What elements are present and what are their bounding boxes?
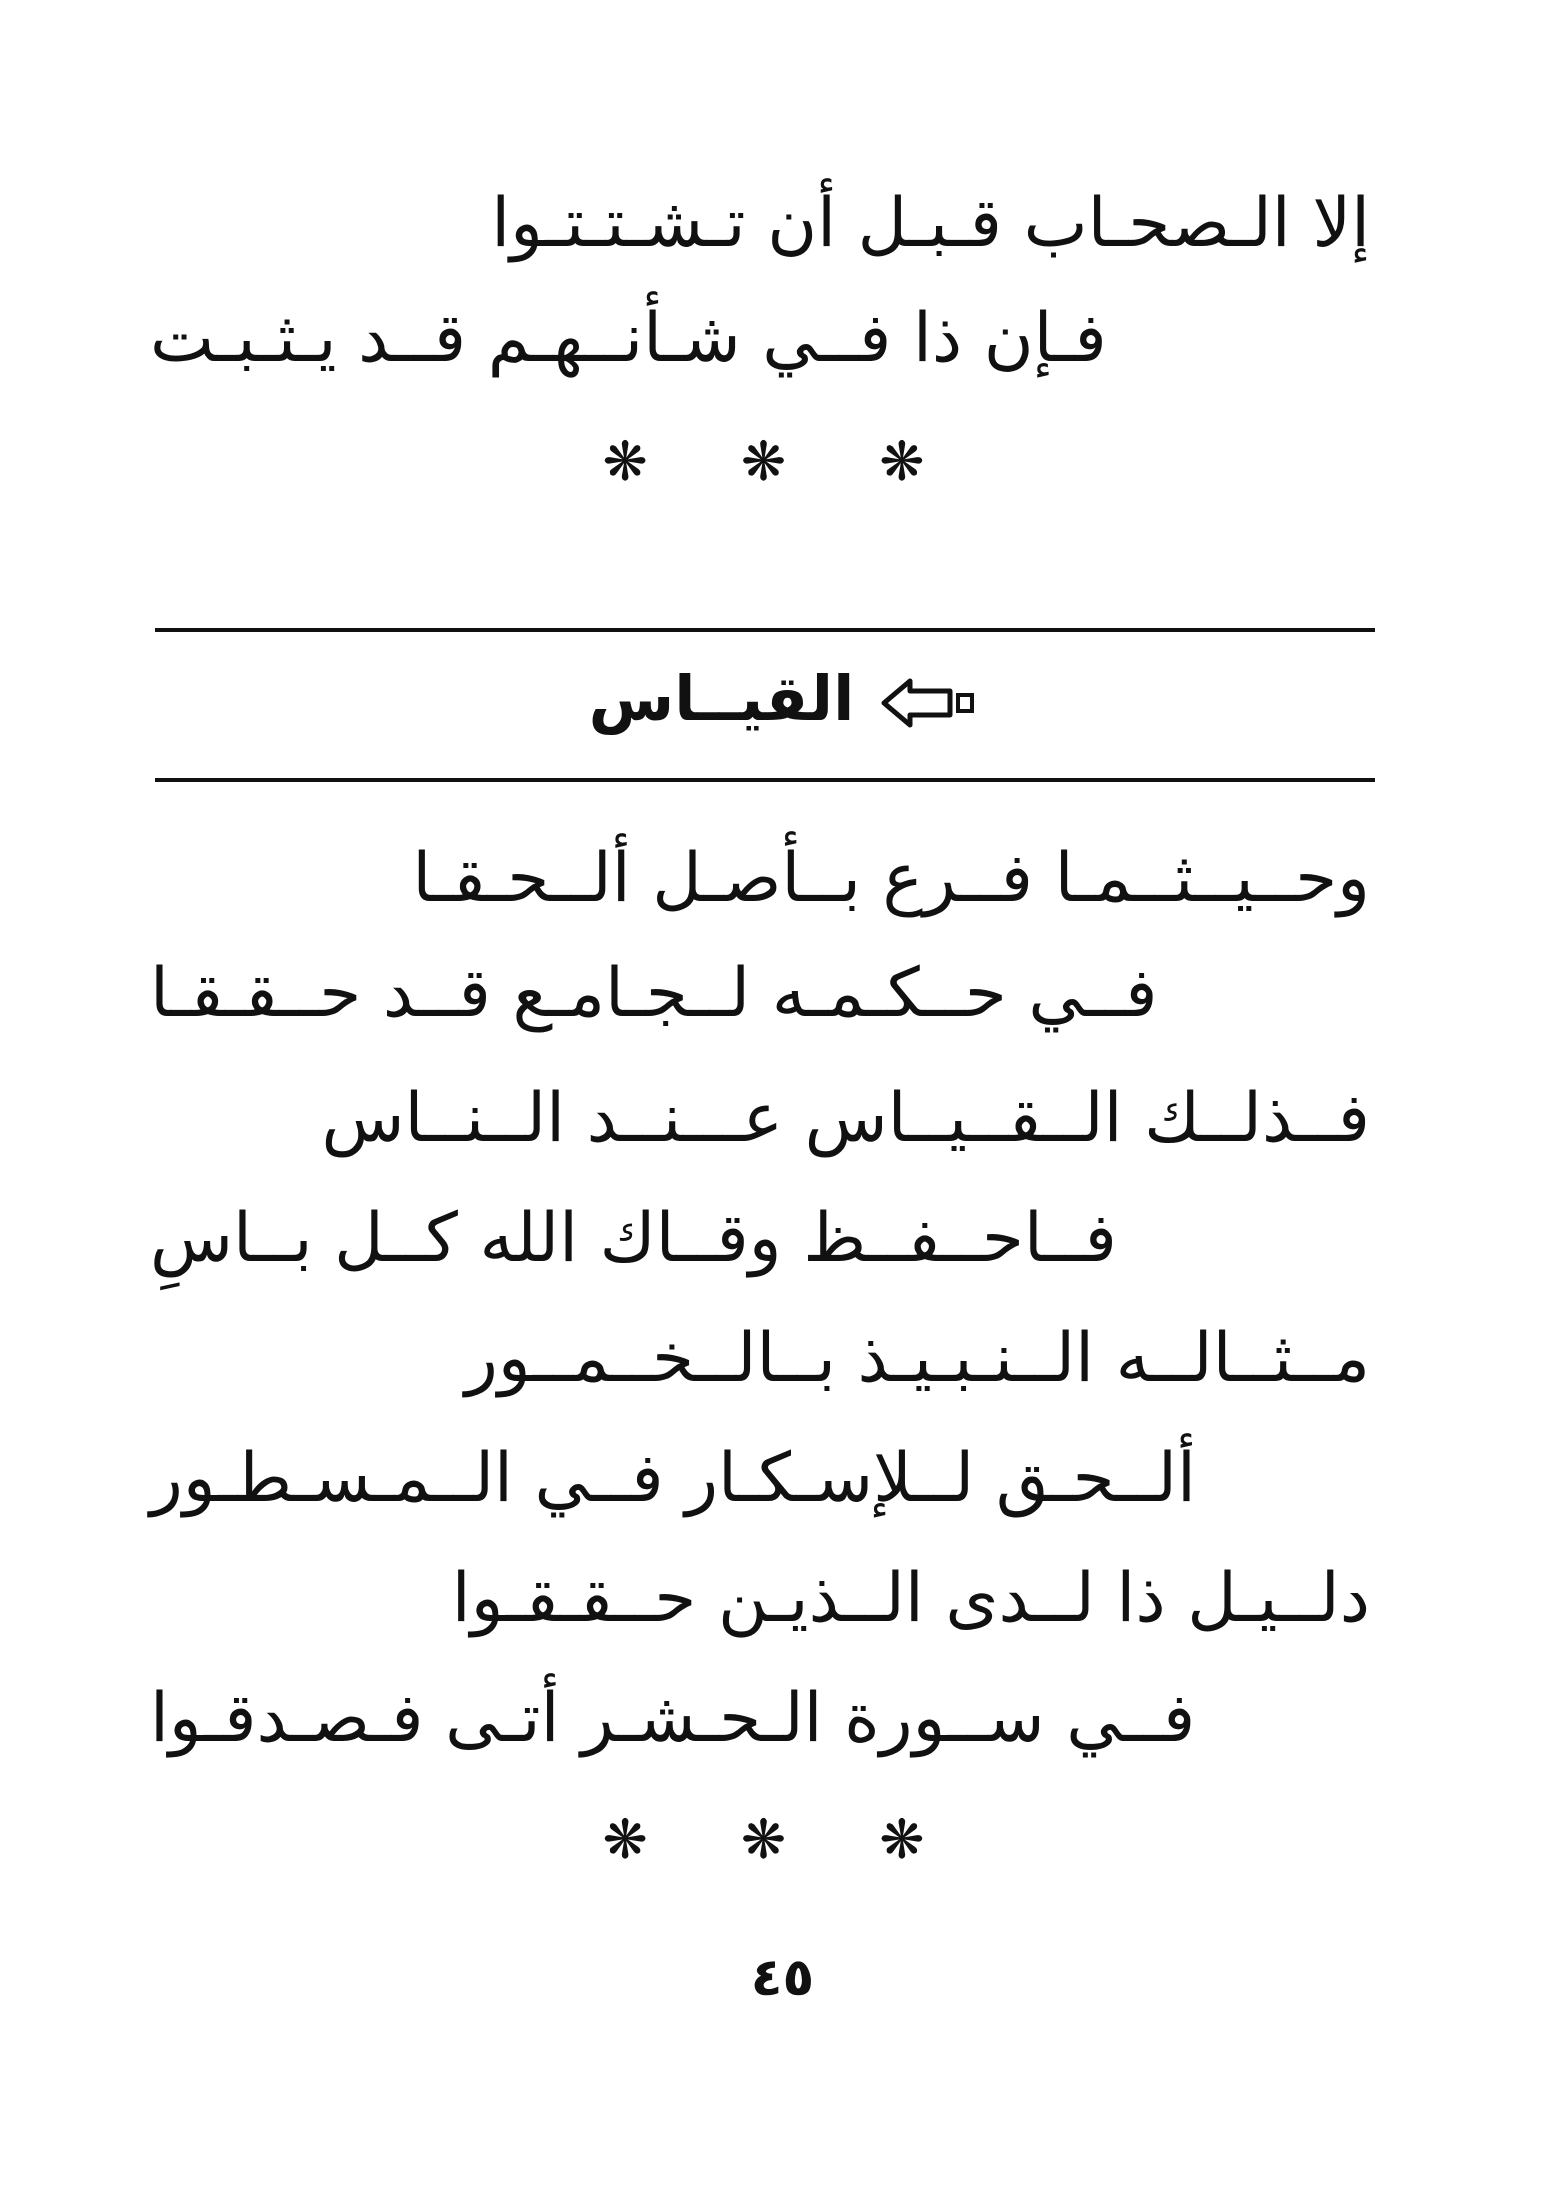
ornament-separator-bottom: ❋ ❋ ❋: [602, 1808, 963, 1871]
section-heading: [0, 662, 1565, 735]
section-title: القيــاس: [588, 662, 855, 735]
verse-line-10: فــي ســورة الـحـشـر أتـى فـصـدقـوا: [150, 1679, 1196, 1758]
verse-line-4: فــي حــكـمـه لــجـامـع قــد حــقـقـا: [150, 954, 1158, 1033]
ornament-separator: ❋ ❋ ❋: [602, 430, 963, 493]
verse-line-8: ألــحـق لــلإسـكـار فــي الــمـسـطـور: [150, 1439, 1196, 1518]
verse-line-6: فــاحــفــظ وقــاك الله كــل بــاسِ: [150, 1199, 1117, 1278]
outlined-arrow-left-icon: [880, 675, 976, 731]
verse-line-7: مــثــالــه الــنـبـيـذ بــالــخــمــور: [465, 1319, 1370, 1398]
verse-line-5: فــذلــك الــقــيــاس عـــنــد الــنــاس: [321, 1079, 1370, 1158]
page-number: ٤٥: [750, 1948, 815, 2008]
verse-line-1: إلا الـصحـاب قـبـل أن تـشـتـتـوا: [491, 184, 1370, 263]
bottom-rule: [155, 778, 1375, 782]
verse-line-9: دلــيـل ذا لــدى الــذيـن حــقـقـوا: [451, 1559, 1370, 1638]
top-rule: [155, 628, 1375, 632]
verse-line-3: وحــيــثــمـا فــرع بــأصـل ألــحـقـا: [412, 839, 1370, 918]
verse-line-2: فـإن ذا فــي شـأنــهـم قــد يـثـبـت: [150, 299, 1107, 378]
